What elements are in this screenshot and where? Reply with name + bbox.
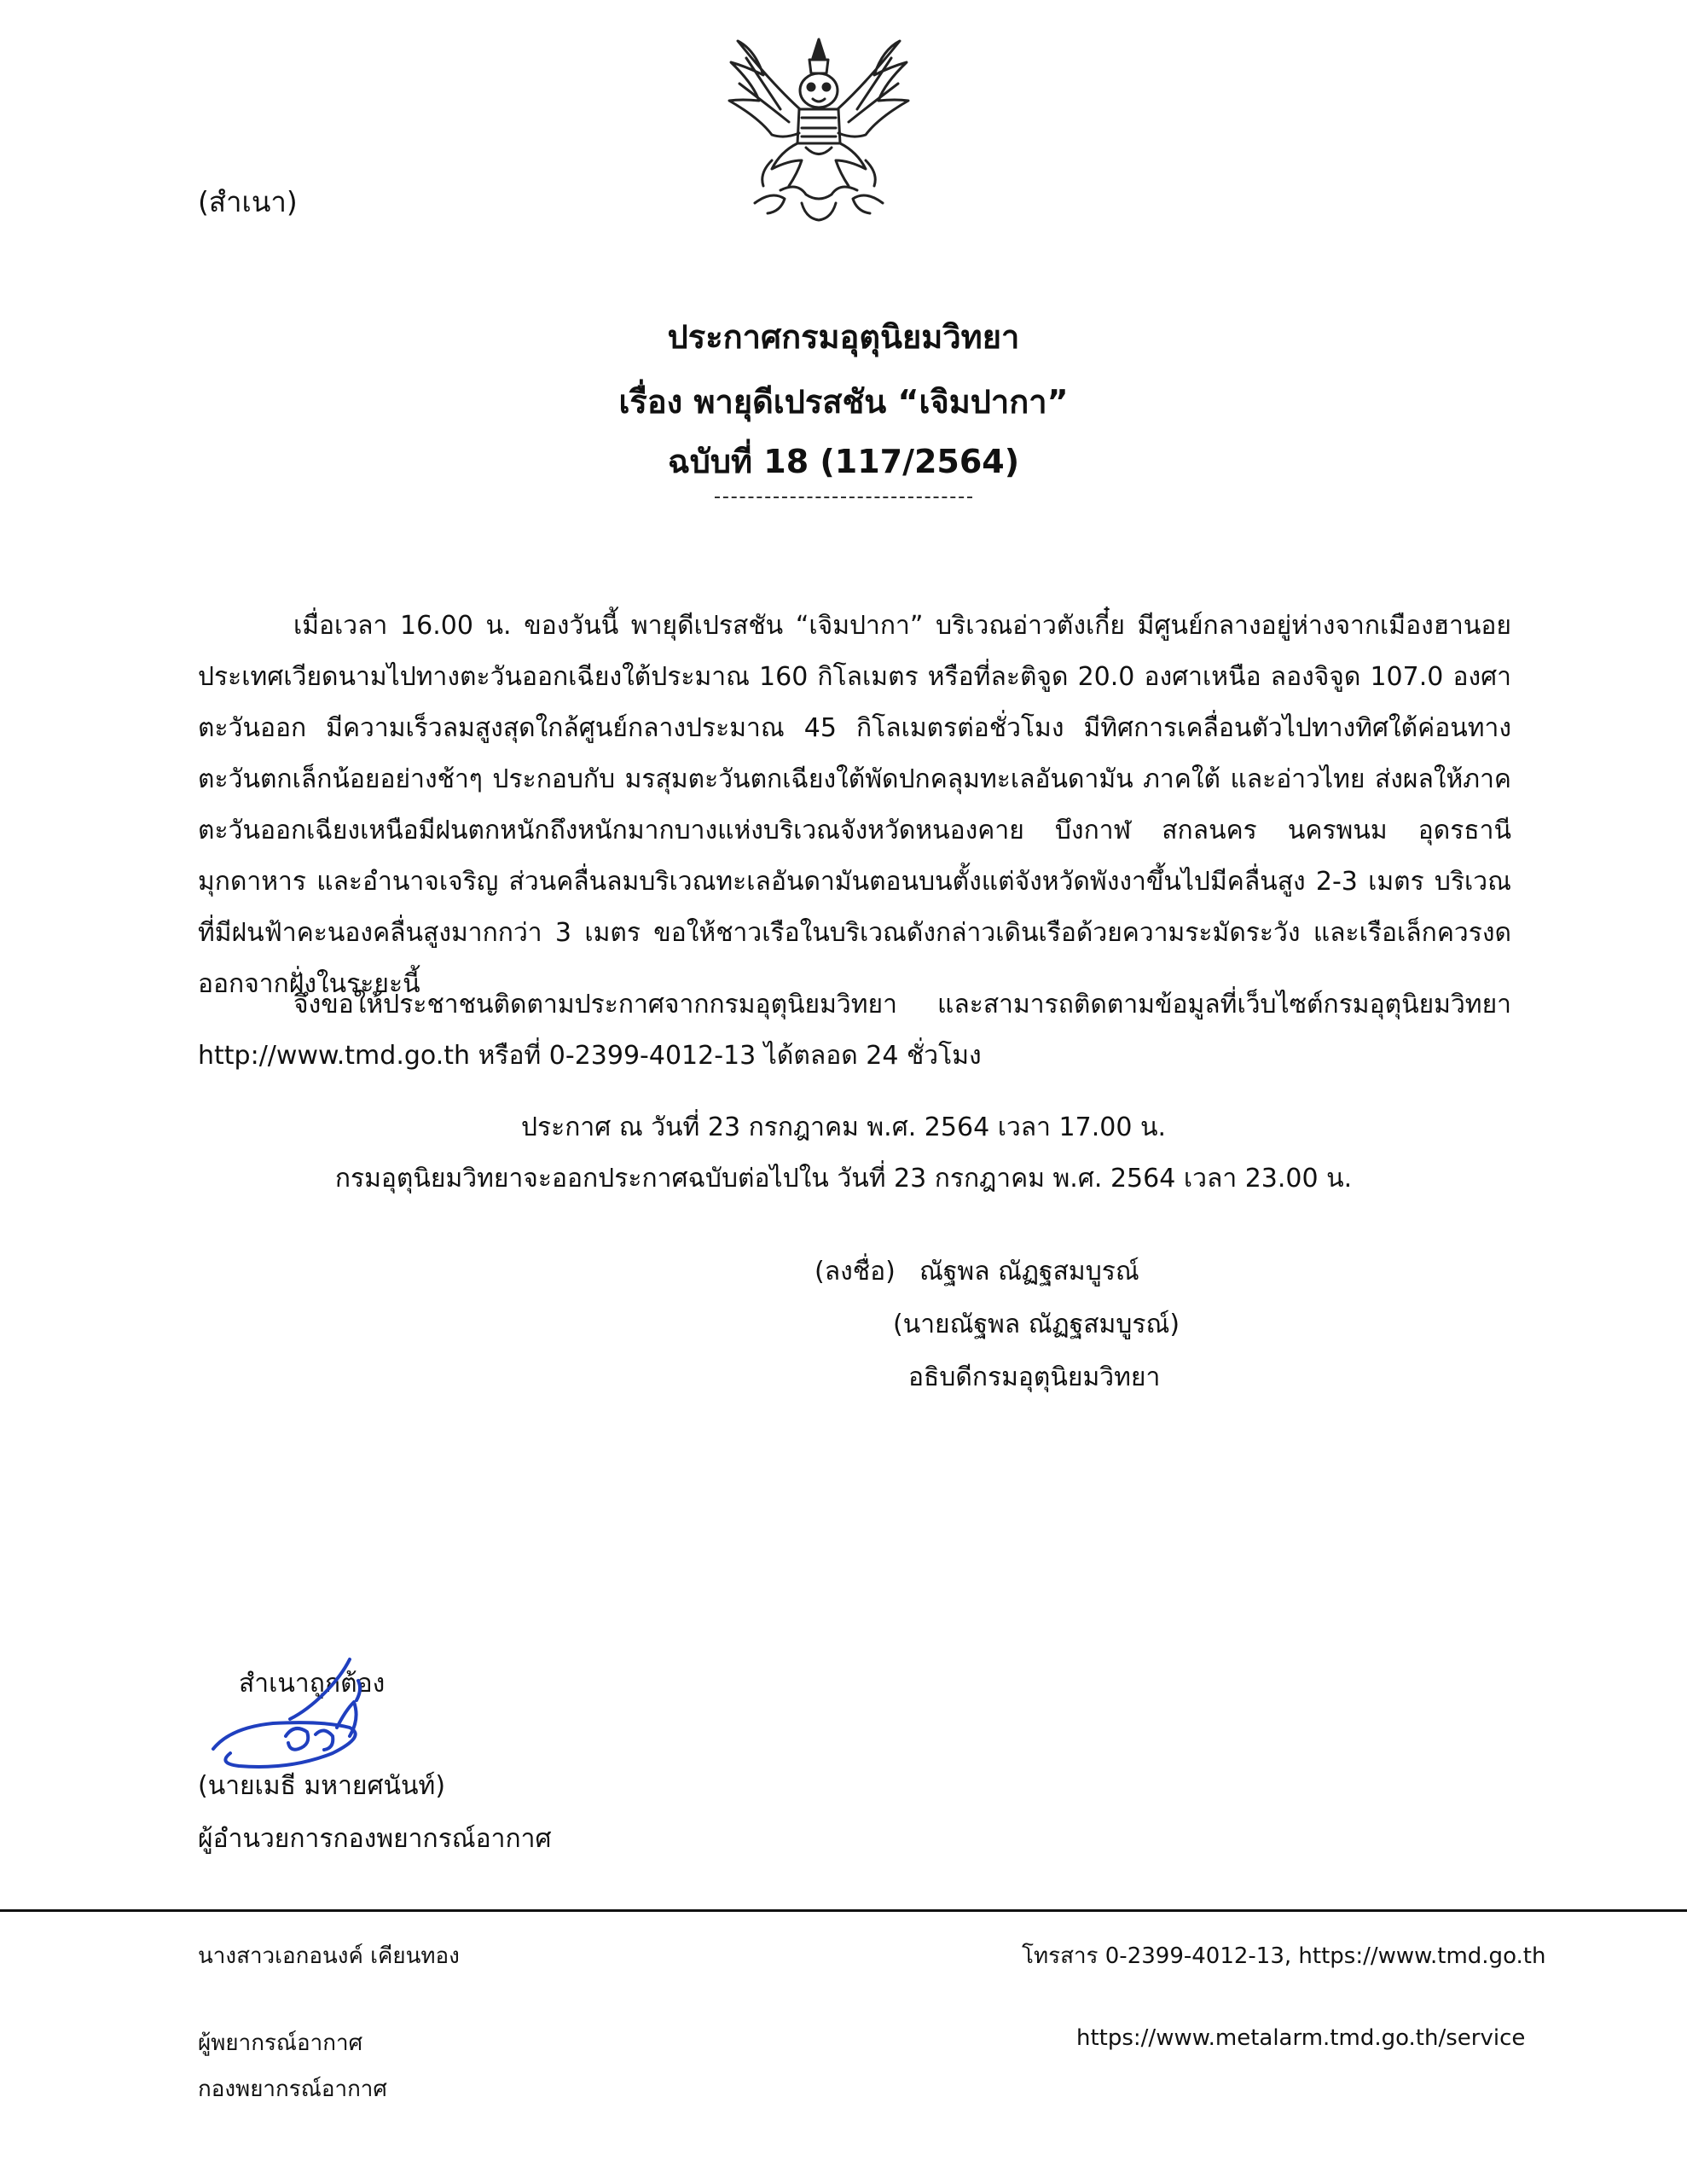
signatory-full-name: (นายณัฐพล ณัฏฐสมบูรณ์) xyxy=(893,1310,1180,1339)
footer-divider xyxy=(0,1909,1687,1912)
announcement-issued: ประกาศ ณ วันที่ 23 กรกฎาคม พ.ศ. 2564 เวลา 17.00 น. xyxy=(520,1112,1167,1142)
certifier-name: (นายเมธี มหายศนันท์) xyxy=(198,1771,446,1801)
footer-role: ผู้พยากรณ์อากาศ xyxy=(198,2030,363,2056)
signatory-name: ณัฐพล ณัฏฐสมบูรณ์ xyxy=(919,1257,1139,1287)
garuda-emblem-icon xyxy=(721,32,917,224)
signature-block xyxy=(815,1246,1180,1404)
body-paragraph-1: เมื่อเวลา 16.00 น. ของวันนี้ พายุดีเปรสชัน “เจิมปากา” บริเวณอ่าวตังเกี๋ย มีศูนย์กลางอยู่ห่างจากเมืองฮานอย ประเทศเวียดนามไปทางตะวันออกเฉียงใต้ประมาณ 160 กิโลเมตร หรือที่ละติจูด 20.0 องศาเหนือ ลองจิจูด 107.0 องศาตะวันออก มีความเร็วลมสูงสุดใกล้ศูนย์กลางประมาณ 45 กิโลเมตรต่อชั่วโมง มีทิศการเคลื่อนตัวไปทางทิศใต้ค่อนทางตะวันตกเล็กน้อยอย่างช้าๆ ประกอบกับ มรสุมตะวันตกเฉียงใต้พัดปกคลุมทะเลอันดามัน ภาคใต้ และอ่าวไทย ส่งผลให้ภาคตะวันออกเฉียงเหนือมีฝนตกหนักถึงหนักมากบางแห่งบริเวณจังหวัดหนองคาย บึงกาฬ สกลนคร นครพนม อุดรธานี มุกดาหาร และอำนาจเจริญ ส่วนคลื่นลมบริเวณทะเลอันดามันตอนบนตั้งแต่จังหวัดพังงาขึ้นไปมีคลื่นสูง 2-3 เมตร บริเวณที่มีฝนฟ้าคะนองคลื่นสูงมากกว่า 3 เมตร ขอให้ชาวเรือในบริเวณดังกล่าวเดินเรือด้วยความระมัดระวัง และเรือเล็กควรงดออกจากฝั่งในระยะนี้ xyxy=(198,611,1511,999)
certified-copy-label: สำเนาถูกต้อง xyxy=(239,1669,386,1699)
title-divider xyxy=(715,497,972,498)
footer-contact: โทรสาร 0-2399-4012-13, https://www.tmd.go.th xyxy=(1022,1943,1546,1969)
footer-division: กองพยากรณ์อากาศ xyxy=(198,2077,387,2102)
document-title: ประกาศกรมอุตุนิยมวิทยา xyxy=(667,318,1020,356)
document-subject: เรื่อง พายุดีเปรสชัน “เจิมปากา” xyxy=(618,383,1069,421)
footer-service-url: https://www.metalarm.tmd.go.th/service xyxy=(1076,2025,1526,2051)
certifier-position: ผู้อำนวยการกองพยากรณ์อากาศ xyxy=(198,1824,552,1854)
announcement-next: กรมอุตุนิยมวิทยาจะออกประกาศฉบับต่อไปใน วันที่ 23 กรกฎาคม พ.ศ. 2564 เวลา 23.00 น. xyxy=(334,1164,1353,1194)
footer-author: นางสาวเอกอนงค์ เคียนทอง xyxy=(198,1943,460,1969)
signatory-position: อธิบดีกรมอุตุนิยมวิทยา xyxy=(908,1362,1161,1392)
body-paragraph-2: จึงขอให้ประชาชนติดตามประกาศจากกรมอุตุนิยมวิทยา และสามารถติดตามข้อมูลที่เว็บไซต์กรมอุตุนิยมวิทยา http://www.tmd.go.th หรือที่ 0-2399-4012-13 ได้ตลอด 24 ชั่วโมง xyxy=(198,990,1511,1071)
signature-row xyxy=(815,1246,1180,1298)
copy-mark: (สำเนา) xyxy=(198,185,298,218)
signature-label: (ลงชื่อ) xyxy=(815,1257,896,1287)
document-issue-number: ฉบับที่ 18 (117/2564) xyxy=(667,443,1020,480)
